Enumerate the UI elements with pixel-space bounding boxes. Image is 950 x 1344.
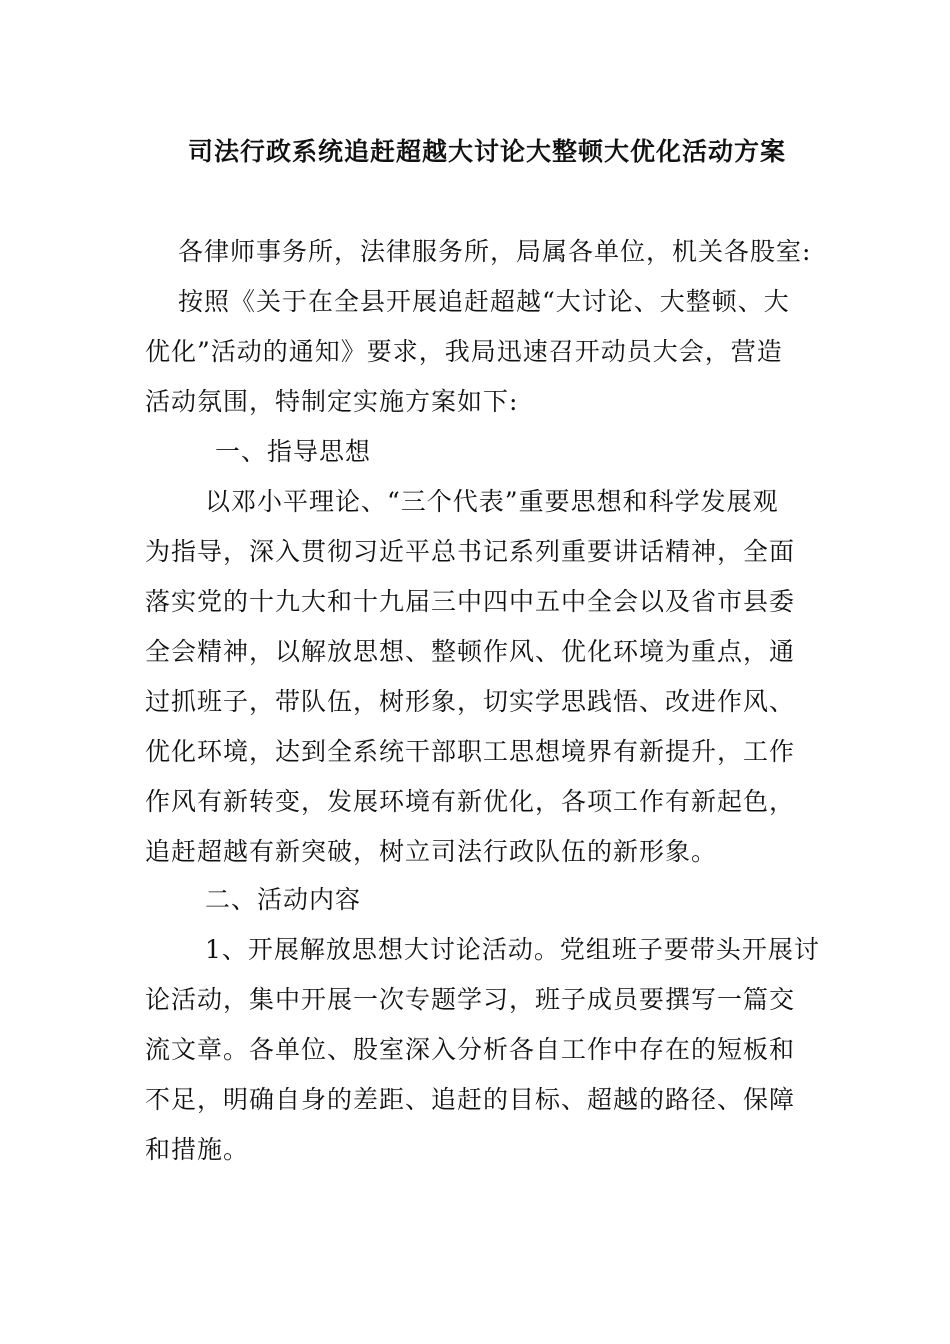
body-line: 1、开展解放思想大讨论活动。党组班子要带头开展讨 — [205, 935, 820, 964]
document-title: 司法行政系统追赶超越大讨论大整顿大优化活动方案 — [187, 137, 786, 166]
intro-line: 活动氛围，特制定实施方案如下: — [145, 387, 519, 416]
body-line: 过抓班子，带队伍，树形象，切实学思践悟、改进作风、 — [145, 687, 796, 716]
body-line: 全会精神，以解放思想、整顿作风、优化环境为重点，通 — [145, 637, 796, 666]
body-line: 和措施。 — [145, 1135, 250, 1164]
body-line: 以邓小平理论、“三个代表”重要思想和科学发展观 — [205, 487, 779, 516]
section-heading-guiding-ideology: 一、指导思想 — [215, 437, 372, 466]
body-line: 优化环境，达到全系统干部职工思想境界有新提升，工作 — [145, 737, 796, 766]
body-line: 论活动，集中开展一次专题学习，班子成员要撰写一篇交 — [145, 985, 796, 1014]
body-line: 作风有新转变，发展环境有新优化，各项工作有新起色， — [145, 787, 796, 816]
body-line: 为指导，深入贯彻习近平总书记系列重要讲话精神，全面 — [145, 537, 796, 566]
intro-line: 按照《关于在全县开展追赶超越“大讨论、大整顿、大 — [178, 287, 790, 316]
body-line: 流文章。各单位、股室深入分析各自工作中存在的短板和 — [145, 1035, 796, 1064]
body-line: 不足，明确自身的差距、追赶的目标、超越的路径、保障 — [145, 1085, 796, 1114]
section-heading-activity-content: 二、活动内容 — [205, 885, 362, 914]
intro-line: 优化”活动的通知》要求，我局迅速召开动员大会，营造 — [145, 337, 783, 366]
body-line: 落实党的十九大和十九届三中四中五中全会以及省市县委 — [145, 587, 796, 616]
body-line: 追赶超越有新突破，树立司法行政队伍的新形象。 — [145, 837, 718, 866]
salutation: 各律师事务所，法律服务所，局属各单位，机关各股室: — [178, 237, 812, 266]
